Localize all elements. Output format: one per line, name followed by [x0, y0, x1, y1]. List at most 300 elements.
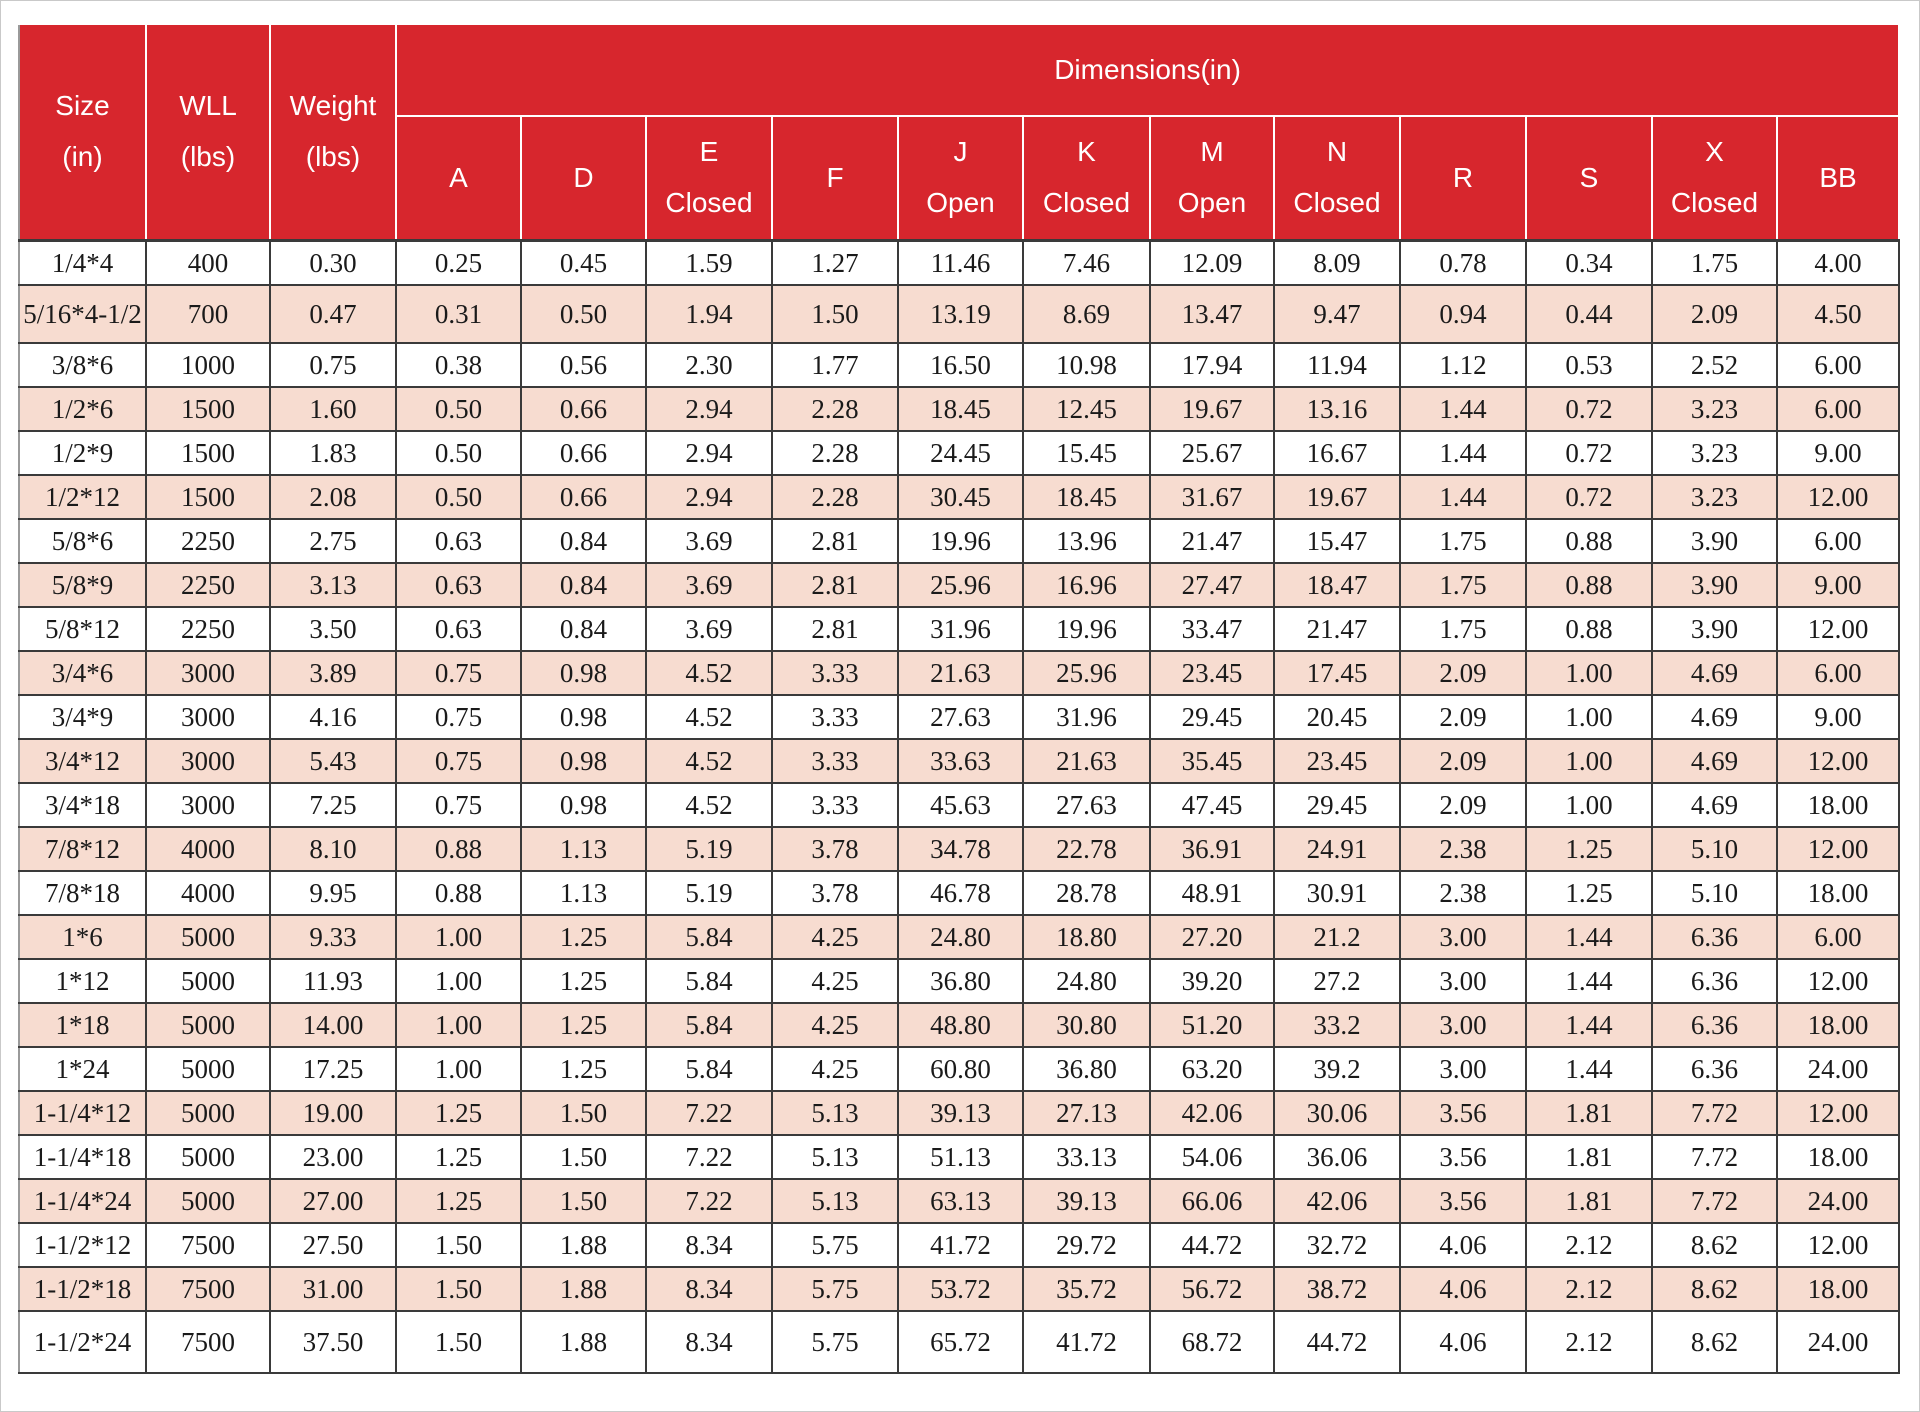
- table-cell: 1.25: [396, 1179, 521, 1223]
- header-dim-letter: A: [449, 161, 468, 193]
- table-cell: 18.47: [1274, 563, 1400, 607]
- table-row: [19, 1003, 1899, 1047]
- header-dim-k: [1023, 116, 1150, 241]
- table-cell: 3.69: [646, 563, 772, 607]
- header-dim-letter: S: [1579, 161, 1599, 193]
- table-cell: 48.91: [1150, 871, 1274, 915]
- table-cell: 18.00: [1777, 1135, 1899, 1179]
- table-cell: 0.31: [396, 285, 521, 343]
- table-cell: 0.75: [396, 651, 521, 695]
- table-cell: 1.25: [1526, 871, 1652, 915]
- table-row: [19, 1223, 1899, 1267]
- table-row: [19, 241, 1899, 286]
- size-cell: 1-1/2*12: [19, 1223, 146, 1267]
- table-cell: 3.90: [1652, 563, 1777, 607]
- table-cell: 27.13: [1023, 1091, 1150, 1135]
- table-cell: 1.25: [396, 1091, 521, 1135]
- table-cell: 1.44: [1400, 431, 1526, 475]
- table-cell: 27.63: [1023, 783, 1150, 827]
- table-cell: 1.13: [521, 827, 646, 871]
- table-cell: 3.00: [1400, 1047, 1526, 1091]
- table-cell: 30.91: [1274, 871, 1400, 915]
- table-cell: 2.12: [1526, 1311, 1652, 1373]
- table-cell: 12.00: [1777, 827, 1899, 871]
- header-wll-unit: (lbs): [180, 141, 236, 172]
- table-cell: 3.56: [1400, 1091, 1526, 1135]
- table-cell: 1.50: [521, 1135, 646, 1179]
- table-cell: 1.44: [1400, 475, 1526, 519]
- table-cell: 5.13: [772, 1091, 898, 1135]
- table-cell: 12.00: [1777, 1091, 1899, 1135]
- table-cell: 19.67: [1150, 387, 1274, 431]
- table-cell: 3.00: [1400, 915, 1526, 959]
- header-dim-letter: E: [699, 136, 719, 168]
- table-cell: 2.12: [1526, 1267, 1652, 1311]
- table-cell: 2.09: [1652, 285, 1777, 343]
- table-cell: 1.12: [1400, 343, 1526, 387]
- table-cell: 27.00: [270, 1179, 396, 1223]
- table-cell: 18.00: [1777, 871, 1899, 915]
- table-cell: 2.75: [270, 519, 396, 563]
- table-cell: 1.75: [1400, 563, 1526, 607]
- table-cell: 1.44: [1526, 915, 1652, 959]
- table-cell: 5.84: [646, 1047, 772, 1091]
- table-cell: 3.69: [646, 607, 772, 651]
- header-dim-state: Closed: [1042, 187, 1131, 218]
- table-cell: 12.00: [1777, 739, 1899, 783]
- table-cell: 27.47: [1150, 563, 1274, 607]
- header-dim-state: Closed: [1293, 187, 1381, 218]
- table-cell: 1.00: [396, 915, 521, 959]
- table-cell: 42.06: [1274, 1179, 1400, 1223]
- table-cell: 2.81: [772, 519, 898, 563]
- table-cell: 5.84: [646, 915, 772, 959]
- table-cell: 5.19: [646, 827, 772, 871]
- header-dim-state: Closed: [1670, 187, 1759, 218]
- table-cell: 3.78: [772, 827, 898, 871]
- table-cell: 16.50: [898, 343, 1023, 387]
- header-dim-letter: BB: [1819, 161, 1857, 193]
- table-cell: 21.47: [1274, 607, 1400, 651]
- table-cell: 0.34: [1526, 241, 1652, 286]
- table-cell: 1500: [146, 387, 270, 431]
- table-cell: 19.96: [1023, 607, 1150, 651]
- table-cell: 13.16: [1274, 387, 1400, 431]
- header-dim-state: Open: [1177, 187, 1247, 218]
- table-cell: 24.00: [1777, 1179, 1899, 1223]
- table-cell: 1.25: [521, 915, 646, 959]
- header-dim-n: [1274, 116, 1400, 241]
- table-cell: 24.80: [1023, 959, 1150, 1003]
- table-cell: 0.50: [396, 475, 521, 519]
- table-cell: 27.50: [270, 1223, 396, 1267]
- table-cell: 0.72: [1526, 431, 1652, 475]
- table-cell: 2250: [146, 563, 270, 607]
- table-cell: 29.72: [1023, 1223, 1150, 1267]
- table-cell: 41.72: [1023, 1311, 1150, 1373]
- table-cell: 2250: [146, 519, 270, 563]
- table-cell: 23.45: [1274, 739, 1400, 783]
- table-cell: 0.45: [521, 241, 646, 286]
- table-cell: 3.33: [772, 695, 898, 739]
- table-cell: 7.25: [270, 783, 396, 827]
- table-cell: 3.56: [1400, 1179, 1526, 1223]
- table-cell: 25.67: [1150, 431, 1274, 475]
- table-cell: 18.45: [1023, 475, 1150, 519]
- table-row: [19, 827, 1899, 871]
- header-dim-j: [898, 116, 1023, 241]
- table-cell: 24.80: [898, 915, 1023, 959]
- table-cell: 0.78: [1400, 241, 1526, 286]
- table-cell: 1.50: [396, 1223, 521, 1267]
- table-cell: 2.28: [772, 475, 898, 519]
- table-cell: 4.52: [646, 783, 772, 827]
- table-cell: 1.44: [1526, 959, 1652, 1003]
- table-cell: 27.2: [1274, 959, 1400, 1003]
- table-cell: 33.13: [1023, 1135, 1150, 1179]
- table-cell: 24.00: [1777, 1311, 1899, 1373]
- table-cell: 30.06: [1274, 1091, 1400, 1135]
- table-cell: 12.09: [1150, 241, 1274, 286]
- table-cell: 3.33: [772, 651, 898, 695]
- size-cell: 1*18: [19, 1003, 146, 1047]
- size-cell: 1/2*6: [19, 387, 146, 431]
- table-cell: 5.19: [646, 871, 772, 915]
- table-cell: 39.13: [898, 1091, 1023, 1135]
- table-cell: 0.50: [396, 431, 521, 475]
- header-size-unit: (in): [62, 141, 103, 172]
- table-cell: 0.30: [270, 241, 396, 286]
- table-cell: 6.36: [1652, 1047, 1777, 1091]
- table-cell: 9.00: [1777, 431, 1899, 475]
- table-cell: 0.66: [521, 431, 646, 475]
- table-cell: 2.94: [646, 475, 772, 519]
- table-cell: 21.63: [898, 651, 1023, 695]
- table-cell: 21.47: [1150, 519, 1274, 563]
- table-header: [19, 24, 1899, 241]
- table-row: [19, 1135, 1899, 1179]
- table-row: [19, 959, 1899, 1003]
- table-cell: 2.38: [1400, 827, 1526, 871]
- table-cell: 42.06: [1150, 1091, 1274, 1135]
- header-weight: [270, 24, 396, 241]
- table-cell: 3.90: [1652, 519, 1777, 563]
- table-cell: 18.45: [898, 387, 1023, 431]
- table-cell: 36.80: [1023, 1047, 1150, 1091]
- header-dim-x: [1652, 116, 1777, 241]
- table-cell: 21.2: [1274, 915, 1400, 959]
- table-cell: 4.69: [1652, 695, 1777, 739]
- table-cell: 3.78: [772, 871, 898, 915]
- header-dim-letter: F: [826, 161, 844, 193]
- table-cell: 3.00: [1400, 1003, 1526, 1047]
- table-cell: 0.88: [1526, 519, 1652, 563]
- size-cell: 1-1/4*24: [19, 1179, 146, 1223]
- table-cell: 28.78: [1023, 871, 1150, 915]
- table-cell: 5.84: [646, 1003, 772, 1047]
- table-cell: 29.45: [1274, 783, 1400, 827]
- table-cell: 8.62: [1652, 1267, 1777, 1311]
- table-cell: 3.89: [270, 651, 396, 695]
- table-cell: 17.94: [1150, 343, 1274, 387]
- table-cell: 0.75: [396, 739, 521, 783]
- table-cell: 2.09: [1400, 651, 1526, 695]
- table-cell: 16.96: [1023, 563, 1150, 607]
- size-cell: 5/8*6: [19, 519, 146, 563]
- table-cell: 2250: [146, 607, 270, 651]
- table-cell: 2.09: [1400, 739, 1526, 783]
- table-cell: 30.80: [1023, 1003, 1150, 1047]
- table-cell: 1.00: [1526, 783, 1652, 827]
- table-cell: 1.00: [396, 1047, 521, 1091]
- table-cell: 6.00: [1777, 915, 1899, 959]
- table-cell: 56.72: [1150, 1267, 1274, 1311]
- table-cell: 0.88: [396, 827, 521, 871]
- table-cell: 35.72: [1023, 1267, 1150, 1311]
- header-row-top: [19, 24, 1899, 116]
- table-cell: 6.00: [1777, 651, 1899, 695]
- header-dim-state: Open: [926, 187, 995, 218]
- table-cell: 24.45: [898, 431, 1023, 475]
- table-cell: 2.38: [1400, 871, 1526, 915]
- table-cell: 48.80: [898, 1003, 1023, 1047]
- table-cell: 0.66: [521, 387, 646, 431]
- header-dim-a: [396, 116, 521, 241]
- header-dim-state: Closed: [665, 187, 753, 218]
- table-cell: 0.63: [396, 519, 521, 563]
- table-cell: 11.94: [1274, 343, 1400, 387]
- table-cell: 1000: [146, 343, 270, 387]
- table-cell: 5000: [146, 1091, 270, 1135]
- table-cell: 1.50: [521, 1091, 646, 1135]
- table-cell: 4.00: [1777, 241, 1899, 286]
- header-dim-bb: [1777, 116, 1899, 241]
- table-cell: 3.33: [772, 783, 898, 827]
- table-cell: 0.88: [1526, 607, 1652, 651]
- table-cell: 2.30: [646, 343, 772, 387]
- header-dim-m: [1150, 116, 1274, 241]
- table-cell: 3.23: [1652, 431, 1777, 475]
- table-cell: 0.84: [521, 607, 646, 651]
- table-cell: 1.25: [521, 959, 646, 1003]
- table-cell: 1.81: [1526, 1135, 1652, 1179]
- table-cell: 8.62: [1652, 1311, 1777, 1373]
- table-cell: 3000: [146, 651, 270, 695]
- table-cell: 45.63: [898, 783, 1023, 827]
- header-size-label: Size: [55, 90, 110, 122]
- size-cell: 5/8*12: [19, 607, 146, 651]
- table-cell: 1.44: [1400, 387, 1526, 431]
- size-cell: 1-1/4*12: [19, 1091, 146, 1135]
- table-cell: 24.00: [1777, 1047, 1899, 1091]
- table-cell: 9.95: [270, 871, 396, 915]
- table-cell: 1.50: [521, 1179, 646, 1223]
- table-cell: 16.67: [1274, 431, 1400, 475]
- table-cell: 25.96: [898, 563, 1023, 607]
- table-cell: 2.94: [646, 431, 772, 475]
- table-cell: 0.50: [521, 285, 646, 343]
- table-cell: 31.67: [1150, 475, 1274, 519]
- table-cell: 5000: [146, 1047, 270, 1091]
- table-cell: 14.00: [270, 1003, 396, 1047]
- table-cell: 1.00: [1526, 651, 1652, 695]
- table-row: [19, 343, 1899, 387]
- size-cell: 3/4*12: [19, 739, 146, 783]
- table-cell: 34.78: [898, 827, 1023, 871]
- table-cell: 35.45: [1150, 739, 1274, 783]
- table-cell: 0.72: [1526, 387, 1652, 431]
- table-cell: 0.63: [396, 607, 521, 651]
- table-cell: 0.25: [396, 241, 521, 286]
- table-cell: 2.28: [772, 387, 898, 431]
- table-cell: 54.06: [1150, 1135, 1274, 1179]
- table-cell: 2.81: [772, 607, 898, 651]
- size-cell: 1/2*12: [19, 475, 146, 519]
- table-cell: 63.20: [1150, 1047, 1274, 1091]
- table-cell: 27.63: [898, 695, 1023, 739]
- table-cell: 7500: [146, 1311, 270, 1373]
- table-cell: 3000: [146, 783, 270, 827]
- table-cell: 7.46: [1023, 241, 1150, 286]
- table-cell: 0.50: [396, 387, 521, 431]
- size-cell: 5/16*4-1/2: [19, 285, 146, 343]
- header-weight-unit: (lbs): [305, 141, 361, 172]
- table-cell: 53.72: [898, 1267, 1023, 1311]
- table-cell: 18.80: [1023, 915, 1150, 959]
- table-cell: 19.00: [270, 1091, 396, 1135]
- table-cell: 8.34: [646, 1223, 772, 1267]
- table-row: [19, 871, 1899, 915]
- header-dim-letter: R: [1452, 161, 1474, 193]
- table-cell: 1.50: [772, 285, 898, 343]
- table-cell: 0.53: [1526, 343, 1652, 387]
- table-cell: 1.83: [270, 431, 396, 475]
- table-cell: 18.00: [1777, 1267, 1899, 1311]
- table-row: [19, 739, 1899, 783]
- turnbuckle-spec-table: [18, 23, 1900, 1374]
- table-cell: 4.25: [772, 959, 898, 1003]
- table-cell: 5000: [146, 959, 270, 1003]
- header-size: [19, 24, 146, 241]
- table-cell: 4.69: [1652, 739, 1777, 783]
- table-cell: 0.66: [521, 475, 646, 519]
- table-cell: 1.44: [1526, 1003, 1652, 1047]
- table-cell: 51.20: [1150, 1003, 1274, 1047]
- table-cell: 20.45: [1274, 695, 1400, 739]
- table-cell: 17.45: [1274, 651, 1400, 695]
- table-row: [19, 1179, 1899, 1223]
- table-cell: 12.00: [1777, 1223, 1899, 1267]
- table-cell: 51.13: [898, 1135, 1023, 1179]
- table-cell: 65.72: [898, 1311, 1023, 1373]
- table-cell: 4.52: [646, 695, 772, 739]
- table-cell: 44.72: [1150, 1223, 1274, 1267]
- table-cell: 0.47: [270, 285, 396, 343]
- table-cell: 0.88: [1526, 563, 1652, 607]
- table-cell: 7.22: [646, 1179, 772, 1223]
- table-cell: 5.10: [1652, 871, 1777, 915]
- table-cell: 24.91: [1274, 827, 1400, 871]
- table-cell: 1.00: [396, 959, 521, 1003]
- size-cell: 1*6: [19, 915, 146, 959]
- size-cell: 3/4*6: [19, 651, 146, 695]
- table-row: [19, 915, 1899, 959]
- table-cell: 1.25: [1526, 827, 1652, 871]
- table-cell: 7.72: [1652, 1135, 1777, 1179]
- table-cell: 27.20: [1150, 915, 1274, 959]
- size-cell: 1/2*9: [19, 431, 146, 475]
- table-cell: 44.72: [1274, 1311, 1400, 1373]
- table-cell: 1.25: [396, 1135, 521, 1179]
- header-weight-label: Weight: [289, 90, 377, 122]
- header-dim-e: [646, 116, 772, 241]
- table-cell: 1.75: [1652, 241, 1777, 286]
- table-cell: 0.84: [521, 519, 646, 563]
- table-cell: 0.72: [1526, 475, 1652, 519]
- table-cell: 13.47: [1150, 285, 1274, 343]
- header-dim-d: [521, 116, 646, 241]
- table-cell: 1.27: [772, 241, 898, 286]
- table-cell: 4.69: [1652, 651, 1777, 695]
- table-cell: 36.91: [1150, 827, 1274, 871]
- table-cell: 2.08: [270, 475, 396, 519]
- table-cell: 1.88: [521, 1311, 646, 1373]
- header-dim-letter: M: [1200, 136, 1224, 168]
- table-cell: 31.96: [898, 607, 1023, 651]
- table-cell: 19.67: [1274, 475, 1400, 519]
- table-cell: 5.13: [772, 1135, 898, 1179]
- table-cell: 33.47: [1150, 607, 1274, 651]
- table-cell: 7500: [146, 1223, 270, 1267]
- table-cell: 0.75: [270, 343, 396, 387]
- table-cell: 6.36: [1652, 1003, 1777, 1047]
- table-cell: 0.84: [521, 563, 646, 607]
- size-cell: 3/4*9: [19, 695, 146, 739]
- table-cell: 0.88: [396, 871, 521, 915]
- table-cell: 19.96: [898, 519, 1023, 563]
- table-cell: 12.00: [1777, 959, 1899, 1003]
- table-cell: 1500: [146, 475, 270, 519]
- table-cell: 7500: [146, 1267, 270, 1311]
- table-cell: 8.62: [1652, 1223, 1777, 1267]
- size-cell: 1-1/2*24: [19, 1311, 146, 1373]
- table-cell: 9.33: [270, 915, 396, 959]
- table-cell: 8.10: [270, 827, 396, 871]
- table-cell: 47.45: [1150, 783, 1274, 827]
- table-cell: 1.25: [521, 1047, 646, 1091]
- table-cell: 6.00: [1777, 387, 1899, 431]
- table-cell: 0.94: [1400, 285, 1526, 343]
- table-cell: 31.96: [1023, 695, 1150, 739]
- table-cell: 2.09: [1400, 695, 1526, 739]
- table-cell: 3000: [146, 695, 270, 739]
- table-cell: 1.59: [646, 241, 772, 286]
- table-cell: 6.00: [1777, 343, 1899, 387]
- table-cell: 5000: [146, 915, 270, 959]
- table-cell: 5.43: [270, 739, 396, 783]
- table-cell: 46.78: [898, 871, 1023, 915]
- table-row: [19, 1311, 1899, 1373]
- table-row: [19, 387, 1899, 431]
- table-cell: 7.72: [1652, 1179, 1777, 1223]
- table-row: [19, 1047, 1899, 1091]
- table-cell: 4.50: [1777, 285, 1899, 343]
- table-row: [19, 783, 1899, 827]
- table-cell: 2.94: [646, 387, 772, 431]
- table-cell: 1.81: [1526, 1091, 1652, 1135]
- table-cell: 0.98: [521, 739, 646, 783]
- table-cell: 1.25: [521, 1003, 646, 1047]
